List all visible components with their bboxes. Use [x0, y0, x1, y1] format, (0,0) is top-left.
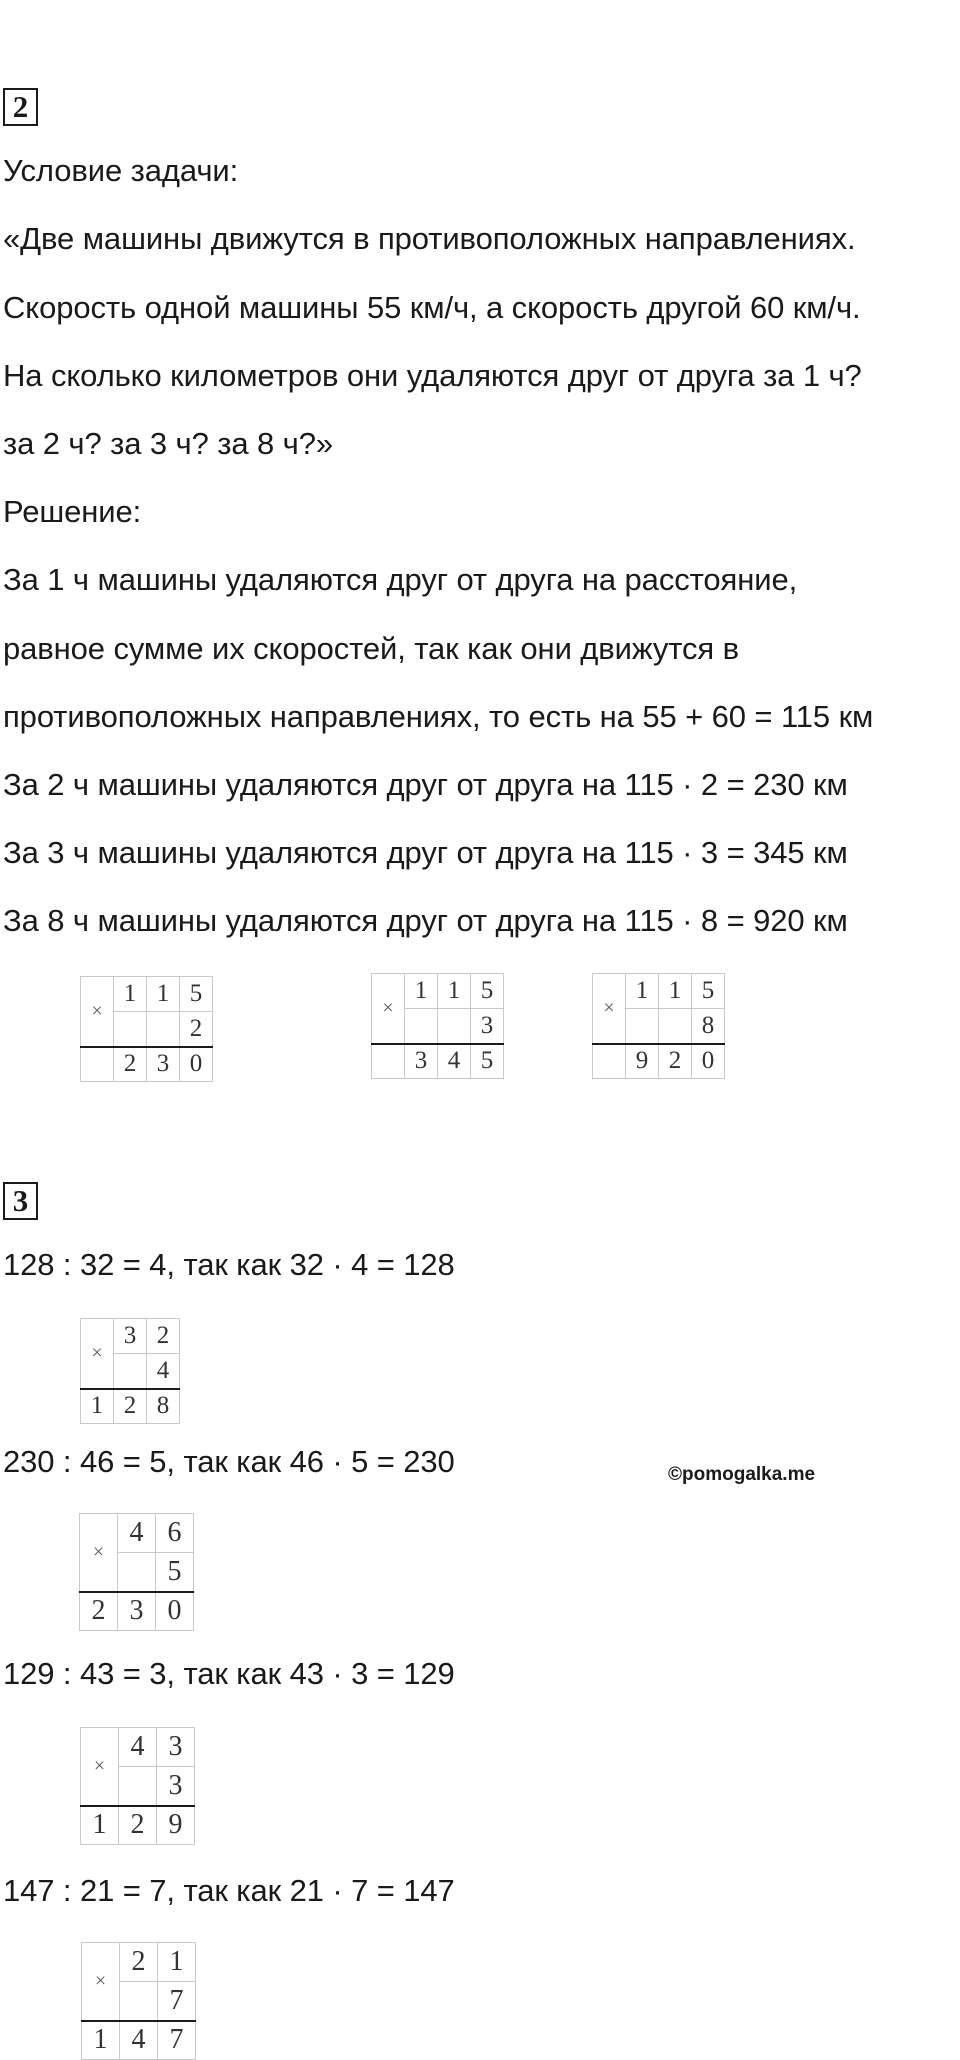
condition-line-4: за 2 ч? за 3 ч? за 8 ч?» [3, 426, 334, 461]
calc-cell: 2 [114, 1047, 147, 1082]
calc-cell: 5 [156, 1553, 194, 1592]
solution-line-4: За 2 ч машины удаляются друг от друга на 115 · 2 = 230 км [3, 767, 848, 802]
calc-table-32x4 [80, 1318, 180, 1424]
calc-cell [81, 1047, 114, 1082]
calc-cell: 0 [156, 1592, 194, 1631]
solution-line-6: За 8 ч машины удаляются друг от друга на 115 · 8 = 920 км [3, 903, 848, 938]
calc-cell: 2 [180, 1012, 213, 1047]
calc-cell: 4 [438, 1044, 471, 1079]
calc-cell: 5 [471, 1044, 504, 1079]
calc-cell: 3 [147, 1047, 180, 1082]
calc-cell [405, 1009, 438, 1044]
calc-cell [114, 1012, 147, 1047]
calc-cell: 1 [81, 1806, 119, 1845]
calc-cell: 2 [114, 1389, 147, 1424]
condition-line-2: Скорость одной машины 55 км/ч, а скорость другой 60 км/ч. [3, 290, 861, 325]
calc-cell: 5 [471, 974, 504, 1009]
calc-table-21x7 [81, 1942, 196, 2060]
calc-cell: 1 [405, 974, 438, 1009]
calc-cell: 2 [119, 1806, 157, 1845]
calc-cell: 3 [157, 1728, 195, 1767]
solution-line-5: За 3 ч машины удаляются друг от друга на 115 · 3 = 345 км [3, 835, 848, 870]
condition-line-3: На сколько километров они удаляются друг от друга за 1 ч? [3, 358, 862, 393]
calc-cell: 8 [692, 1009, 725, 1044]
condition-heading: Условие задачи: [3, 153, 239, 188]
calc-cell: 7 [158, 1982, 196, 2021]
solution-heading: Решение: [3, 494, 142, 529]
calc-cell: 1 [81, 1389, 114, 1424]
calc-cell [147, 1012, 180, 1047]
calc-cell: 1 [626, 974, 659, 1009]
calc-cell: 4 [118, 1514, 156, 1553]
calc-cell: 2 [80, 1592, 118, 1631]
multiply-sign: × [81, 977, 114, 1047]
calc-cell: 4 [119, 1728, 157, 1767]
calc-cell: 5 [180, 977, 213, 1012]
calc-cell: 0 [692, 1044, 725, 1079]
solution-line-2: равное сумме их скоростей, так как они движутся в [3, 631, 739, 666]
calc-cell: 9 [626, 1044, 659, 1079]
calc-cell [626, 1009, 659, 1044]
calc-cell: 7 [158, 2021, 196, 2060]
calc-cell: 3 [405, 1044, 438, 1079]
division-line-1: 128 : 32 = 4, так как 32 · 4 = 128 [3, 1247, 455, 1282]
calc-table-46x5 [79, 1513, 194, 1631]
calc-cell: 2 [147, 1319, 180, 1354]
calc-cell: 4 [147, 1354, 180, 1389]
calc-table-115x8 [592, 973, 725, 1079]
calc-cell: 1 [158, 1943, 196, 1982]
multiply-sign: × [81, 1728, 119, 1806]
watermark: ©pomogalka.me [668, 1464, 816, 1485]
calc-cell: 2 [659, 1044, 692, 1079]
calc-cell: 5 [692, 974, 725, 1009]
multiply-sign: × [80, 1514, 118, 1592]
calc-cell: 1 [438, 974, 471, 1009]
multiply-sign: × [81, 1319, 114, 1389]
calc-cell: 6 [156, 1514, 194, 1553]
division-line-2: 230 : 46 = 5, так как 46 · 5 = 230 [3, 1444, 455, 1479]
division-line-4: 147 : 21 = 7, так как 21 · 7 = 147 [3, 1873, 455, 1908]
task-number-2: 2 [3, 88, 38, 126]
calc-cell: 1 [114, 977, 147, 1012]
division-line-3: 129 : 43 = 3, так как 43 · 3 = 129 [3, 1656, 455, 1691]
solution-line-1: За 1 ч машины удаляются друг от друга на расстояние, [3, 562, 798, 597]
calc-cell: 1 [147, 977, 180, 1012]
calc-cell [120, 1982, 158, 2021]
solution-line-3: противоположных направлениях, то есть на 55 + 60 = 115 км [3, 699, 874, 734]
calc-table-43x3 [80, 1727, 195, 1845]
calc-cell [659, 1009, 692, 1044]
task-number-3: 3 [3, 1182, 38, 1220]
calc-table-115x2 [80, 976, 213, 1082]
calc-cell [593, 1044, 626, 1079]
calc-cell: 3 [471, 1009, 504, 1044]
calc-cell: 0 [180, 1047, 213, 1082]
calc-cell: 3 [118, 1592, 156, 1631]
condition-line-1: «Две машины движутся в противоположных направлениях. [3, 221, 856, 256]
calc-cell: 3 [114, 1319, 147, 1354]
calc-cell: 9 [157, 1806, 195, 1845]
calc-table-115x3 [371, 973, 504, 1079]
calc-cell [372, 1044, 405, 1079]
calc-cell [438, 1009, 471, 1044]
calc-cell [118, 1553, 156, 1592]
multiply-sign: × [82, 1943, 120, 2021]
calc-cell: 2 [120, 1943, 158, 1982]
multiply-sign: × [372, 974, 405, 1044]
multiply-sign: × [593, 974, 626, 1044]
calc-cell: 3 [157, 1767, 195, 1806]
calc-cell: 4 [120, 2021, 158, 2060]
calc-cell: 8 [147, 1389, 180, 1424]
calc-cell [114, 1354, 147, 1389]
calc-cell [119, 1767, 157, 1806]
calc-cell: 1 [659, 974, 692, 1009]
calc-cell: 1 [82, 2021, 120, 2060]
